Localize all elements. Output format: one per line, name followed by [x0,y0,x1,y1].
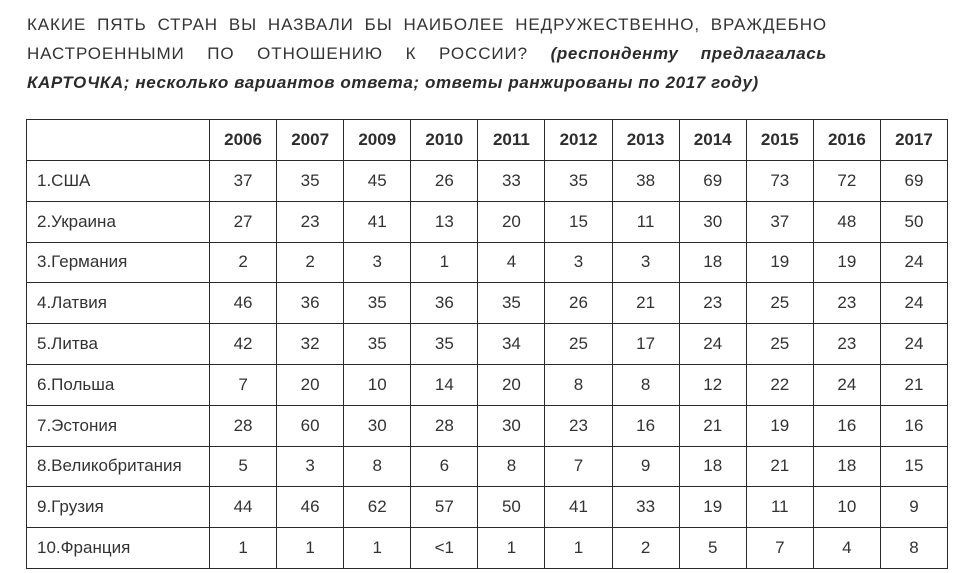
country-cell: 9.Грузия [27,487,210,528]
value-cell: 26 [545,283,612,324]
value-cell: 2 [612,528,679,569]
value-cell: 11 [612,201,679,242]
value-cell: 19 [746,242,813,283]
value-cell: 3 [344,242,411,283]
question-text: КАКИЕ ПЯТЬ СТРАН ВЫ НАЗВАЛИ БЫ НАИБОЛЕЕ НЕДРУЖЕСТВЕННО, ВРАЖДЕБНО НАСТРОЕННЫМИ ПО ОТНОШЕНИЮ К РОССИИ? [27,15,827,63]
value-cell: 42 [210,324,277,365]
value-cell: 7 [746,528,813,569]
value-cell: 16 [880,405,947,446]
results-table [26,119,948,569]
value-cell: 18 [679,446,746,487]
country-cell: 6.Польша [27,364,210,405]
header-corner-cell [27,120,210,161]
value-cell: 30 [344,405,411,446]
value-cell: 24 [880,283,947,324]
value-cell: 21 [746,446,813,487]
value-cell: 15 [545,201,612,242]
value-cell: 19 [679,487,746,528]
country-cell: 10.Франция [27,528,210,569]
value-cell: 22 [746,364,813,405]
value-cell: 24 [679,324,746,365]
value-cell: 5 [679,528,746,569]
value-cell: 10 [344,364,411,405]
value-cell: 41 [545,487,612,528]
value-cell: 16 [612,405,679,446]
table-row [27,283,948,324]
value-cell: 35 [411,324,478,365]
table-row [27,446,948,487]
value-cell: 36 [411,283,478,324]
value-cell: 7 [545,446,612,487]
value-cell: 35 [277,161,344,202]
year-header: 2014 [679,120,746,161]
value-cell: 6 [411,446,478,487]
value-cell: 17 [612,324,679,365]
value-cell: 35 [344,283,411,324]
value-cell: 24 [880,242,947,283]
value-cell: 23 [813,324,880,365]
country-cell: 1.США [27,161,210,202]
value-cell: 10 [813,487,880,528]
value-cell: 37 [210,161,277,202]
question-note: (респонденту предлагалась КАРТОЧКА; несколько вариантов ответа; ответы ранжированы по 2017 году) [27,44,827,92]
value-cell: 1 [411,242,478,283]
value-cell: 8 [545,364,612,405]
value-cell: 18 [813,446,880,487]
value-cell: 8 [880,528,947,569]
country-cell: 8.Великобритания [27,446,210,487]
value-cell: 69 [880,161,947,202]
value-cell: 2 [277,242,344,283]
value-cell: 44 [210,487,277,528]
value-cell: 8 [612,364,679,405]
value-cell: 35 [478,283,545,324]
survey-question-heading [27,10,827,97]
table-row [27,161,948,202]
value-cell: 36 [277,283,344,324]
year-header: 2009 [344,120,411,161]
value-cell: 50 [880,201,947,242]
year-header: 2007 [277,120,344,161]
value-cell: 25 [746,324,813,365]
value-cell: 60 [277,405,344,446]
value-cell: 33 [478,161,545,202]
value-cell: 21 [880,364,947,405]
table-row [27,528,948,569]
value-cell: 13 [411,201,478,242]
value-cell: 50 [478,487,545,528]
value-cell: 62 [344,487,411,528]
value-cell: 9 [612,446,679,487]
country-cell: 5.Литва [27,324,210,365]
year-header: 2013 [612,120,679,161]
year-header: 2016 [813,120,880,161]
country-cell: 2.Украина [27,201,210,242]
value-cell: 14 [411,364,478,405]
value-cell: 23 [813,283,880,324]
value-cell: 23 [277,201,344,242]
year-header: 2015 [746,120,813,161]
value-cell: 35 [344,324,411,365]
value-cell: 35 [545,161,612,202]
value-cell: 20 [277,364,344,405]
year-header: 2006 [210,120,277,161]
value-cell: 3 [277,446,344,487]
value-cell: 18 [679,242,746,283]
value-cell: 16 [813,405,880,446]
value-cell: 1 [545,528,612,569]
country-cell: 4.Латвия [27,283,210,324]
value-cell: 27 [210,201,277,242]
value-cell: 8 [478,446,545,487]
value-cell: 25 [545,324,612,365]
year-header: 2017 [880,120,947,161]
value-cell: 23 [545,405,612,446]
value-cell: 57 [411,487,478,528]
country-cell: 3.Германия [27,242,210,283]
value-cell: 20 [478,201,545,242]
table-row [27,242,948,283]
value-cell: <1 [411,528,478,569]
value-cell: 48 [813,201,880,242]
value-cell: 46 [210,283,277,324]
table-row [27,405,948,446]
table-row [27,324,948,365]
value-cell: 23 [679,283,746,324]
value-cell: 26 [411,161,478,202]
value-cell: 8 [344,446,411,487]
value-cell: 30 [478,405,545,446]
value-cell: 21 [679,405,746,446]
table-row [27,201,948,242]
value-cell: 25 [746,283,813,324]
value-cell: 4 [813,528,880,569]
value-cell: 19 [813,242,880,283]
value-cell: 1 [344,528,411,569]
value-cell: 24 [813,364,880,405]
value-cell: 73 [746,161,813,202]
value-cell: 45 [344,161,411,202]
value-cell: 12 [679,364,746,405]
value-cell: 28 [210,405,277,446]
value-cell: 46 [277,487,344,528]
value-cell: 30 [679,201,746,242]
value-cell: 24 [880,324,947,365]
value-cell: 9 [880,487,947,528]
value-cell: 41 [344,201,411,242]
year-header: 2010 [411,120,478,161]
value-cell: 38 [612,161,679,202]
value-cell: 4 [478,242,545,283]
country-cell: 7.Эстония [27,405,210,446]
value-cell: 1 [210,528,277,569]
header-row [27,120,948,161]
value-cell: 15 [880,446,947,487]
table-body [27,161,948,569]
value-cell: 34 [478,324,545,365]
value-cell: 21 [612,283,679,324]
value-cell: 32 [277,324,344,365]
value-cell: 7 [210,364,277,405]
value-cell: 3 [612,242,679,283]
value-cell: 1 [478,528,545,569]
value-cell: 5 [210,446,277,487]
value-cell: 2 [210,242,277,283]
value-cell: 69 [679,161,746,202]
value-cell: 28 [411,405,478,446]
value-cell: 20 [478,364,545,405]
value-cell: 19 [746,405,813,446]
value-cell: 37 [746,201,813,242]
value-cell: 1 [277,528,344,569]
year-header: 2011 [478,120,545,161]
table-row [27,487,948,528]
table-row [27,364,948,405]
value-cell: 72 [813,161,880,202]
value-cell: 3 [545,242,612,283]
year-header: 2012 [545,120,612,161]
value-cell: 33 [612,487,679,528]
value-cell: 11 [746,487,813,528]
